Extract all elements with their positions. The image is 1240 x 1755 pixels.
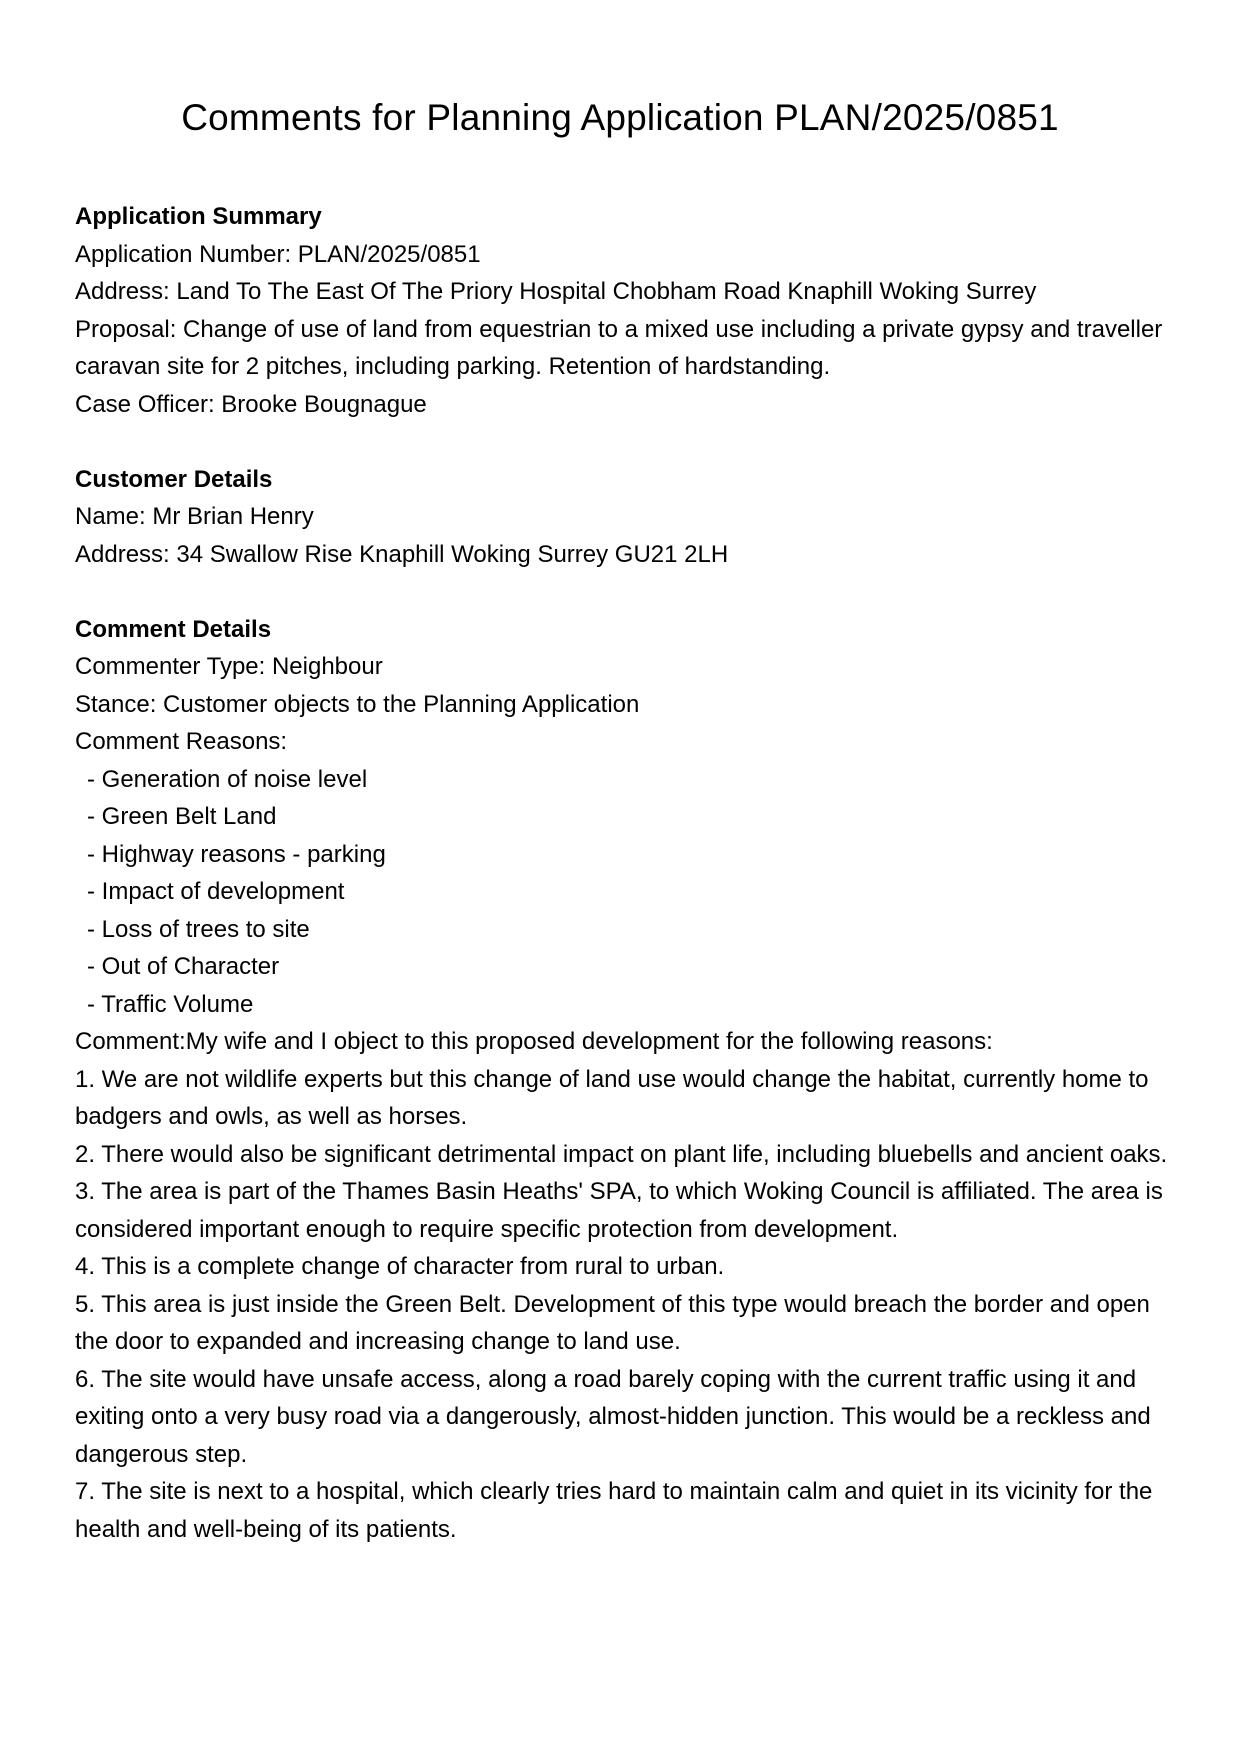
comment-point: 5. This area is just inside the Green Belt. Development of this type would breach the border and open the door to expanded and increasing change to land use. (75, 1290, 1150, 1355)
comment-reason-item: - Highway reasons - parking (87, 840, 386, 868)
application-address: Address: Land To The East Of The Priory Hospital Chobham Road Knaphill Woking Surrey (75, 278, 1037, 305)
comment-reasons-list (75, 761, 1175, 1024)
comment-point: 2. There would also be significant detrimental impact on plant life, including bluebells and ancient oaks. (75, 1140, 1168, 1168)
customer-details-section (75, 461, 1175, 574)
comment-reason-item: - Out of Character (87, 953, 280, 980)
application-summary-section (75, 198, 1175, 423)
comment-reasons-label: Comment Reasons: (75, 728, 288, 755)
case-officer: Case Officer: Brooke Bougnague (75, 390, 427, 418)
page-title: Comments for Planning Application PLAN/2025/0851 (181, 97, 1059, 138)
comment-reason-item: - Loss of trees to site (87, 915, 310, 943)
comment-point: 7. The site is next to a hospital, which clearly tries hard to maintain calm and quiet in its vicinity for the health and well-being of its patients. (75, 1478, 1153, 1543)
customer-address: Address: 34 Swallow Rise Knaphill Woking Surrey GU21 2LH (75, 540, 729, 568)
commenter-type: Commenter Type: Neighbour (75, 653, 383, 680)
document-content (75, 198, 1175, 1548)
comment-point: 6. The site would have unsafe access, along a road barely coping with the current traffic using it and exiting onto a very busy road via a dangerously, almost-hidden junction. This would be a reckless and dangerous step. (75, 1365, 1151, 1468)
comment-reason-item: - Generation of noise level (87, 765, 368, 793)
comment-intro: Comment:My wife and I object to this proposed development for the following reasons: (75, 1028, 993, 1055)
comment-reason-item: - Impact of development (87, 878, 345, 905)
comment-details-heading: Comment Details (75, 615, 272, 643)
comment-point: 1. We are not wildlife experts but this change of land use would change the habitat, currently home to badgers and owls, as well as horses. (75, 1065, 1149, 1130)
comment-point: 4. This is a complete change of character from rural to urban. (75, 1253, 725, 1280)
comment-reason-item: - Traffic Volume (87, 990, 254, 1018)
customer-details-heading: Customer Details (75, 465, 273, 493)
comment-reason-item: - Green Belt Land (87, 803, 277, 830)
comment-points-list (75, 1061, 1175, 1549)
application-summary-heading: Application Summary (75, 203, 322, 230)
application-proposal: Proposal: Change of use of land from equestrian to a mixed use including a private gypsy and traveller caravan site for 2 pitches, including parking. Retention of hardstanding. (75, 315, 1163, 380)
application-number: Application Number: PLAN/2025/0851 (75, 240, 481, 268)
customer-name: Name: Mr Brian Henry (75, 503, 314, 530)
stance: Stance: Customer objects to the Planning Application (75, 690, 640, 718)
section-spacer (75, 423, 1175, 461)
section-spacer (75, 573, 1175, 611)
comment-details-section (75, 611, 1175, 1549)
comment-point: 3. The area is part of the Thames Basin Heaths' SPA, to which Woking Council is affiliated. The area is considered important enough to require specific protection from development. (75, 1178, 1163, 1243)
